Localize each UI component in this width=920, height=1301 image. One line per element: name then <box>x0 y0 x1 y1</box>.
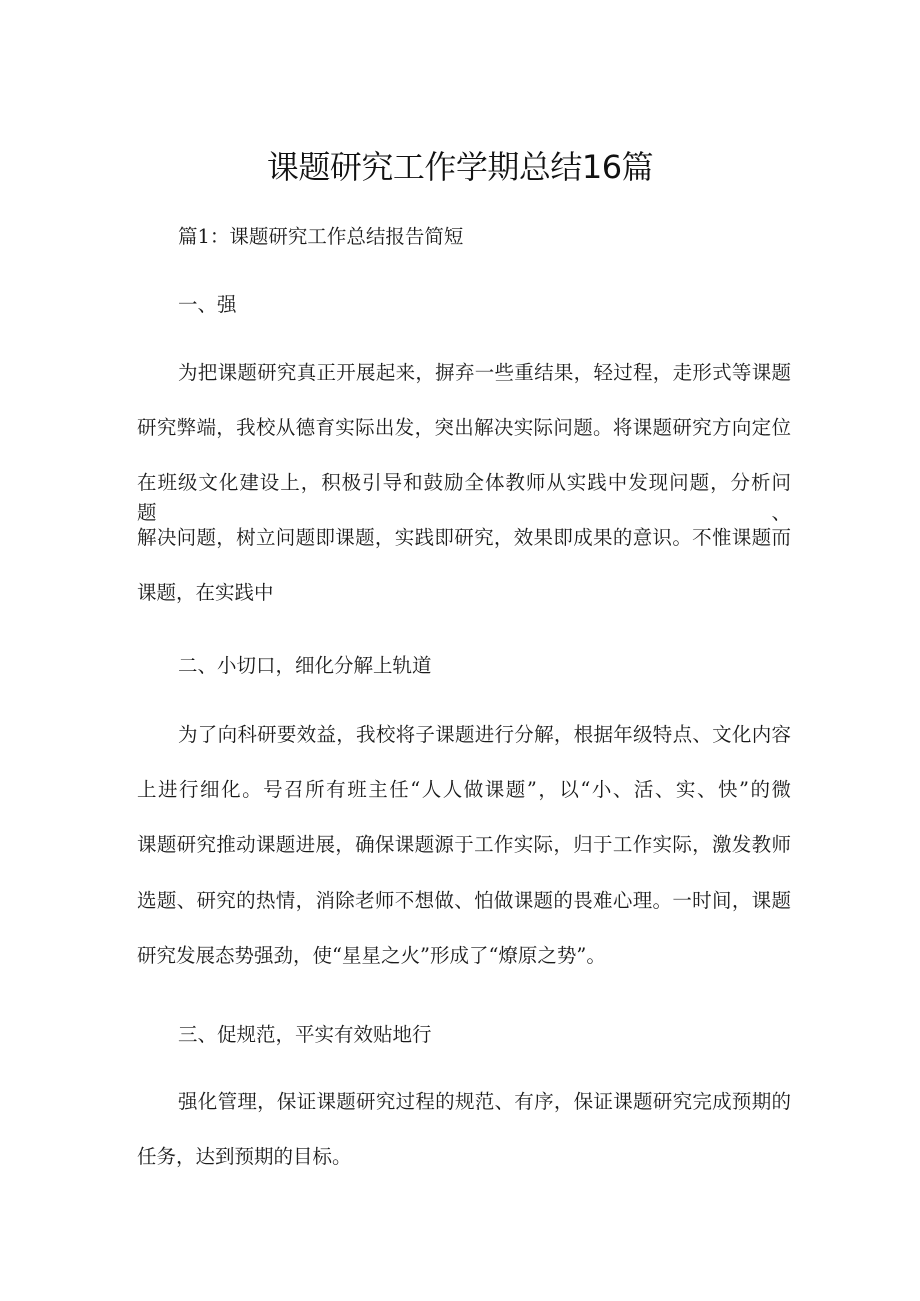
paragraph-line: 选题、研究的热情，消除老师不想做、怕做课题的畏难心理。一时间，课题 <box>137 889 791 912</box>
document-title: 课题研究工作学期总结16篇 <box>266 148 654 186</box>
paragraph-line: 任务，达到预期的目标。 <box>137 1145 352 1168</box>
paragraph-line: 解决问题，树立问题即课题，实践即研究，效果即成果的意识。不惟课题而 <box>137 526 791 549</box>
section-heading-2: 二、小切口，细化分解上轨道 <box>178 654 432 677</box>
paragraph-line: 为了向科研要效益，我校将子课题进行分解，根据年级特点、文化内容 <box>178 723 791 746</box>
paragraph-line: 课题，在实践中 <box>137 581 274 604</box>
section-heading-3: 三、促规范，平实有效贴地行 <box>178 1023 432 1046</box>
paragraph-line: 上进行细化。号召所有班主任“人人做课题”，以“小、活、实、快”的微 <box>137 778 791 801</box>
section-heading-1: 一、强 <box>178 293 237 316</box>
paragraph-line: 研究弊端，我校从德育实际出发，突出解决实际问题。将课题研究方向定位 <box>137 416 791 439</box>
article-subtitle: 篇1：课题研究工作总结报告简短 <box>178 225 464 248</box>
paragraph-line: 为把课题研究真正开展起来，摒弃一些重结果，轻过程，走形式等课题 <box>178 361 791 384</box>
paragraph-line: 研究发展态势强劲，使“星星之火”形成了“燎原之势”。 <box>137 944 606 967</box>
paragraph-line: 在班级文化建设上，积极引导和鼓励全体教师从实践中发现问题，分析问题、 <box>137 471 791 524</box>
paragraph-line: 强化管理，保证课题研究过程的规范、有序，保证课题研究完成预期的 <box>178 1090 791 1113</box>
paragraph-line: 课题研究推动课题进展，确保课题源于工作实际，归于工作实际，激发教师 <box>137 833 791 856</box>
